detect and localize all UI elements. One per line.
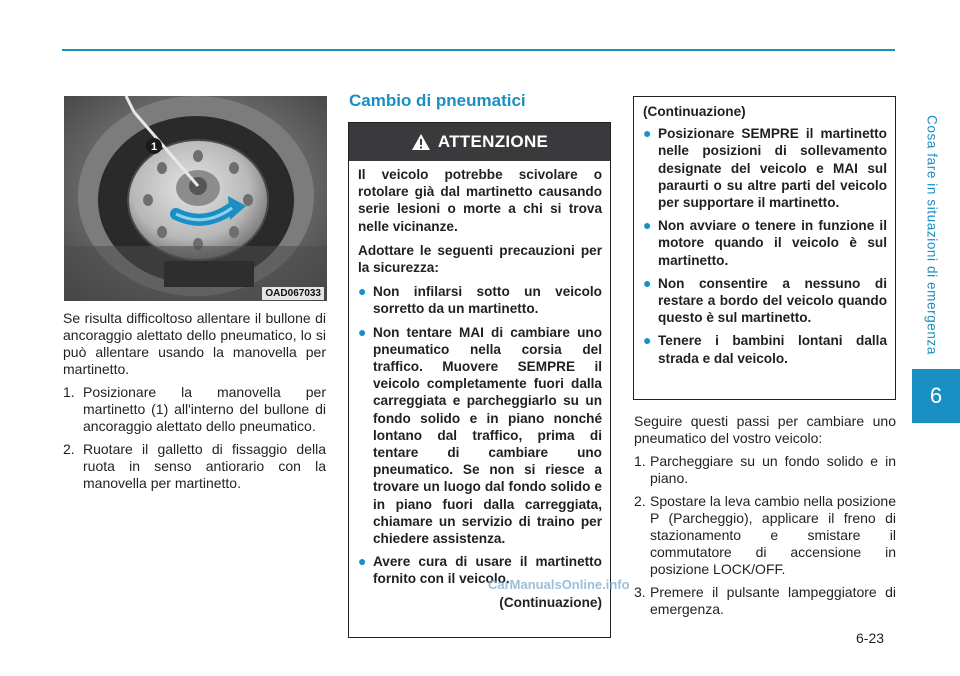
bullet-icon: ●: [643, 332, 652, 349]
bullet-text: Avere cura di usare il martinetto fornito con il veicolo.: [373, 554, 602, 587]
watermark: CarManualsOnline.info: [488, 577, 630, 592]
warning-bullet: [643, 125, 887, 211]
warning-paragraph: Il veicolo potrebbe scivolare o rotolare già dal martinetto causando serie lesioni o morte a chi si trova nelle vicinanze.: [358, 167, 602, 234]
bullet-text: Non tentare MAI di cambiare uno pneumatico nella corsia del traffico. Muovere SEMPRE il veicolo completamente fuori dalla carreggiata e parcheggiarlo su un fondo solido e in piano nonché lontano dal traffico, prima di tentare di cambiare uno pneumatico. Se non si riesce a trovare un luogo dal fondo solido e in piano fuori dalla carreggiata, chiamare un servizio di traino per chiedere assistenza.: [373, 324, 602, 547]
bullet-icon: ●: [643, 217, 652, 234]
bullet-icon: ●: [643, 274, 652, 291]
bullet-icon: ●: [358, 283, 367, 300]
chapter-side-title: Cosa fare in situazioni di emergenza: [924, 115, 940, 355]
step-text: Premere il pulsante lampeggiatore di emergenza.: [650, 584, 896, 617]
bullet-text: Non avviare o tenere in funzione il motore quando il veicolo è sul martinetto.: [658, 218, 887, 268]
warning-body: [349, 161, 610, 611]
bullet-icon: ●: [358, 553, 367, 570]
step-number: 2.: [63, 441, 75, 457]
step-item: [634, 493, 896, 578]
warning-bullet: [643, 332, 887, 366]
bullet-text: Tenere i bambini lontani dalla strada e dal veicolo.: [658, 333, 887, 366]
intro-paragraph: Se risulta difficoltoso allentare il bullone di ancoraggio alettato dello pneumatico, lo si può allentare usando la manovella per martinetto.: [63, 310, 326, 377]
warning-bullet: [358, 324, 602, 548]
warning-paragraph: Adottare le seguenti precauzioni per la sicurezza:: [358, 242, 602, 276]
right-column: [634, 413, 896, 624]
header-rule: [62, 49, 895, 51]
step-text: Spostare la leva cambio nella posizione P (Parcheggio), applicare il freno di stazionamento e smistare il commutatore di accensione in posizione LOCK/OFF.: [650, 493, 896, 577]
warning-title: ATTENZIONE: [437, 132, 549, 151]
step-text: Ruotare il galletto di fissaggio della ruota in senso antiorario con la manovella per martinetto.: [83, 441, 326, 491]
left-column: [63, 310, 326, 498]
bullet-text: Non consentire a nessuno di restare a bordo del veicolo quando questo è sul martinetto.: [658, 275, 887, 326]
bullet-text: Posizionare SEMPRE il martinetto nelle posizioni di sollevamento designate del veicolo e MAI sul paraurti o su altre parti del veicolo per supportare il martinetto.: [658, 126, 887, 211]
step-number: 1.: [63, 384, 75, 400]
page-number: 6-23: [856, 630, 885, 646]
warning-bullet: [643, 217, 887, 269]
continuation-header: (Continuazione): [643, 104, 746, 119]
step-text: Posizionare la manovella per martinetto (1) all'interno del bullone di ancoraggio alettato dello pneumatico.: [83, 384, 326, 434]
step-item: [63, 384, 326, 435]
bullet-text: Non infilarsi sotto un veicolo sorretto da un martinetto.: [373, 284, 602, 317]
callout-number: 1: [150, 141, 158, 153]
warning-icon: [411, 133, 431, 151]
warning-bullet: [358, 283, 602, 317]
step-number: 3.: [634, 584, 646, 600]
chapter-tab[interactable]: 6: [912, 369, 960, 423]
step-text: Parcheggiare su un fondo solido e in piano.: [650, 453, 896, 486]
spare-tire-photo: [64, 96, 327, 301]
step-number: 2.: [634, 493, 646, 509]
intro-paragraph: Seguire questi passi per cambiare uno pneumatico del vostro veicolo:: [634, 413, 896, 446]
step-item: [634, 584, 896, 618]
warning-box: [348, 122, 611, 638]
step-number: 1.: [634, 453, 646, 469]
spare-tire-illustration: [64, 96, 327, 301]
step-item: [63, 441, 326, 492]
continued-label: (Continuazione): [499, 594, 602, 610]
figure-code: OAD067033: [262, 287, 324, 300]
bullet-icon: ●: [358, 323, 367, 340]
bullet-icon: ●: [643, 125, 652, 142]
step-item: [634, 453, 896, 487]
section-title: Cambio di pneumatici: [349, 91, 526, 110]
continuation-box: [633, 96, 896, 400]
warning-header: [349, 123, 610, 161]
warning-bullet: [643, 275, 887, 327]
